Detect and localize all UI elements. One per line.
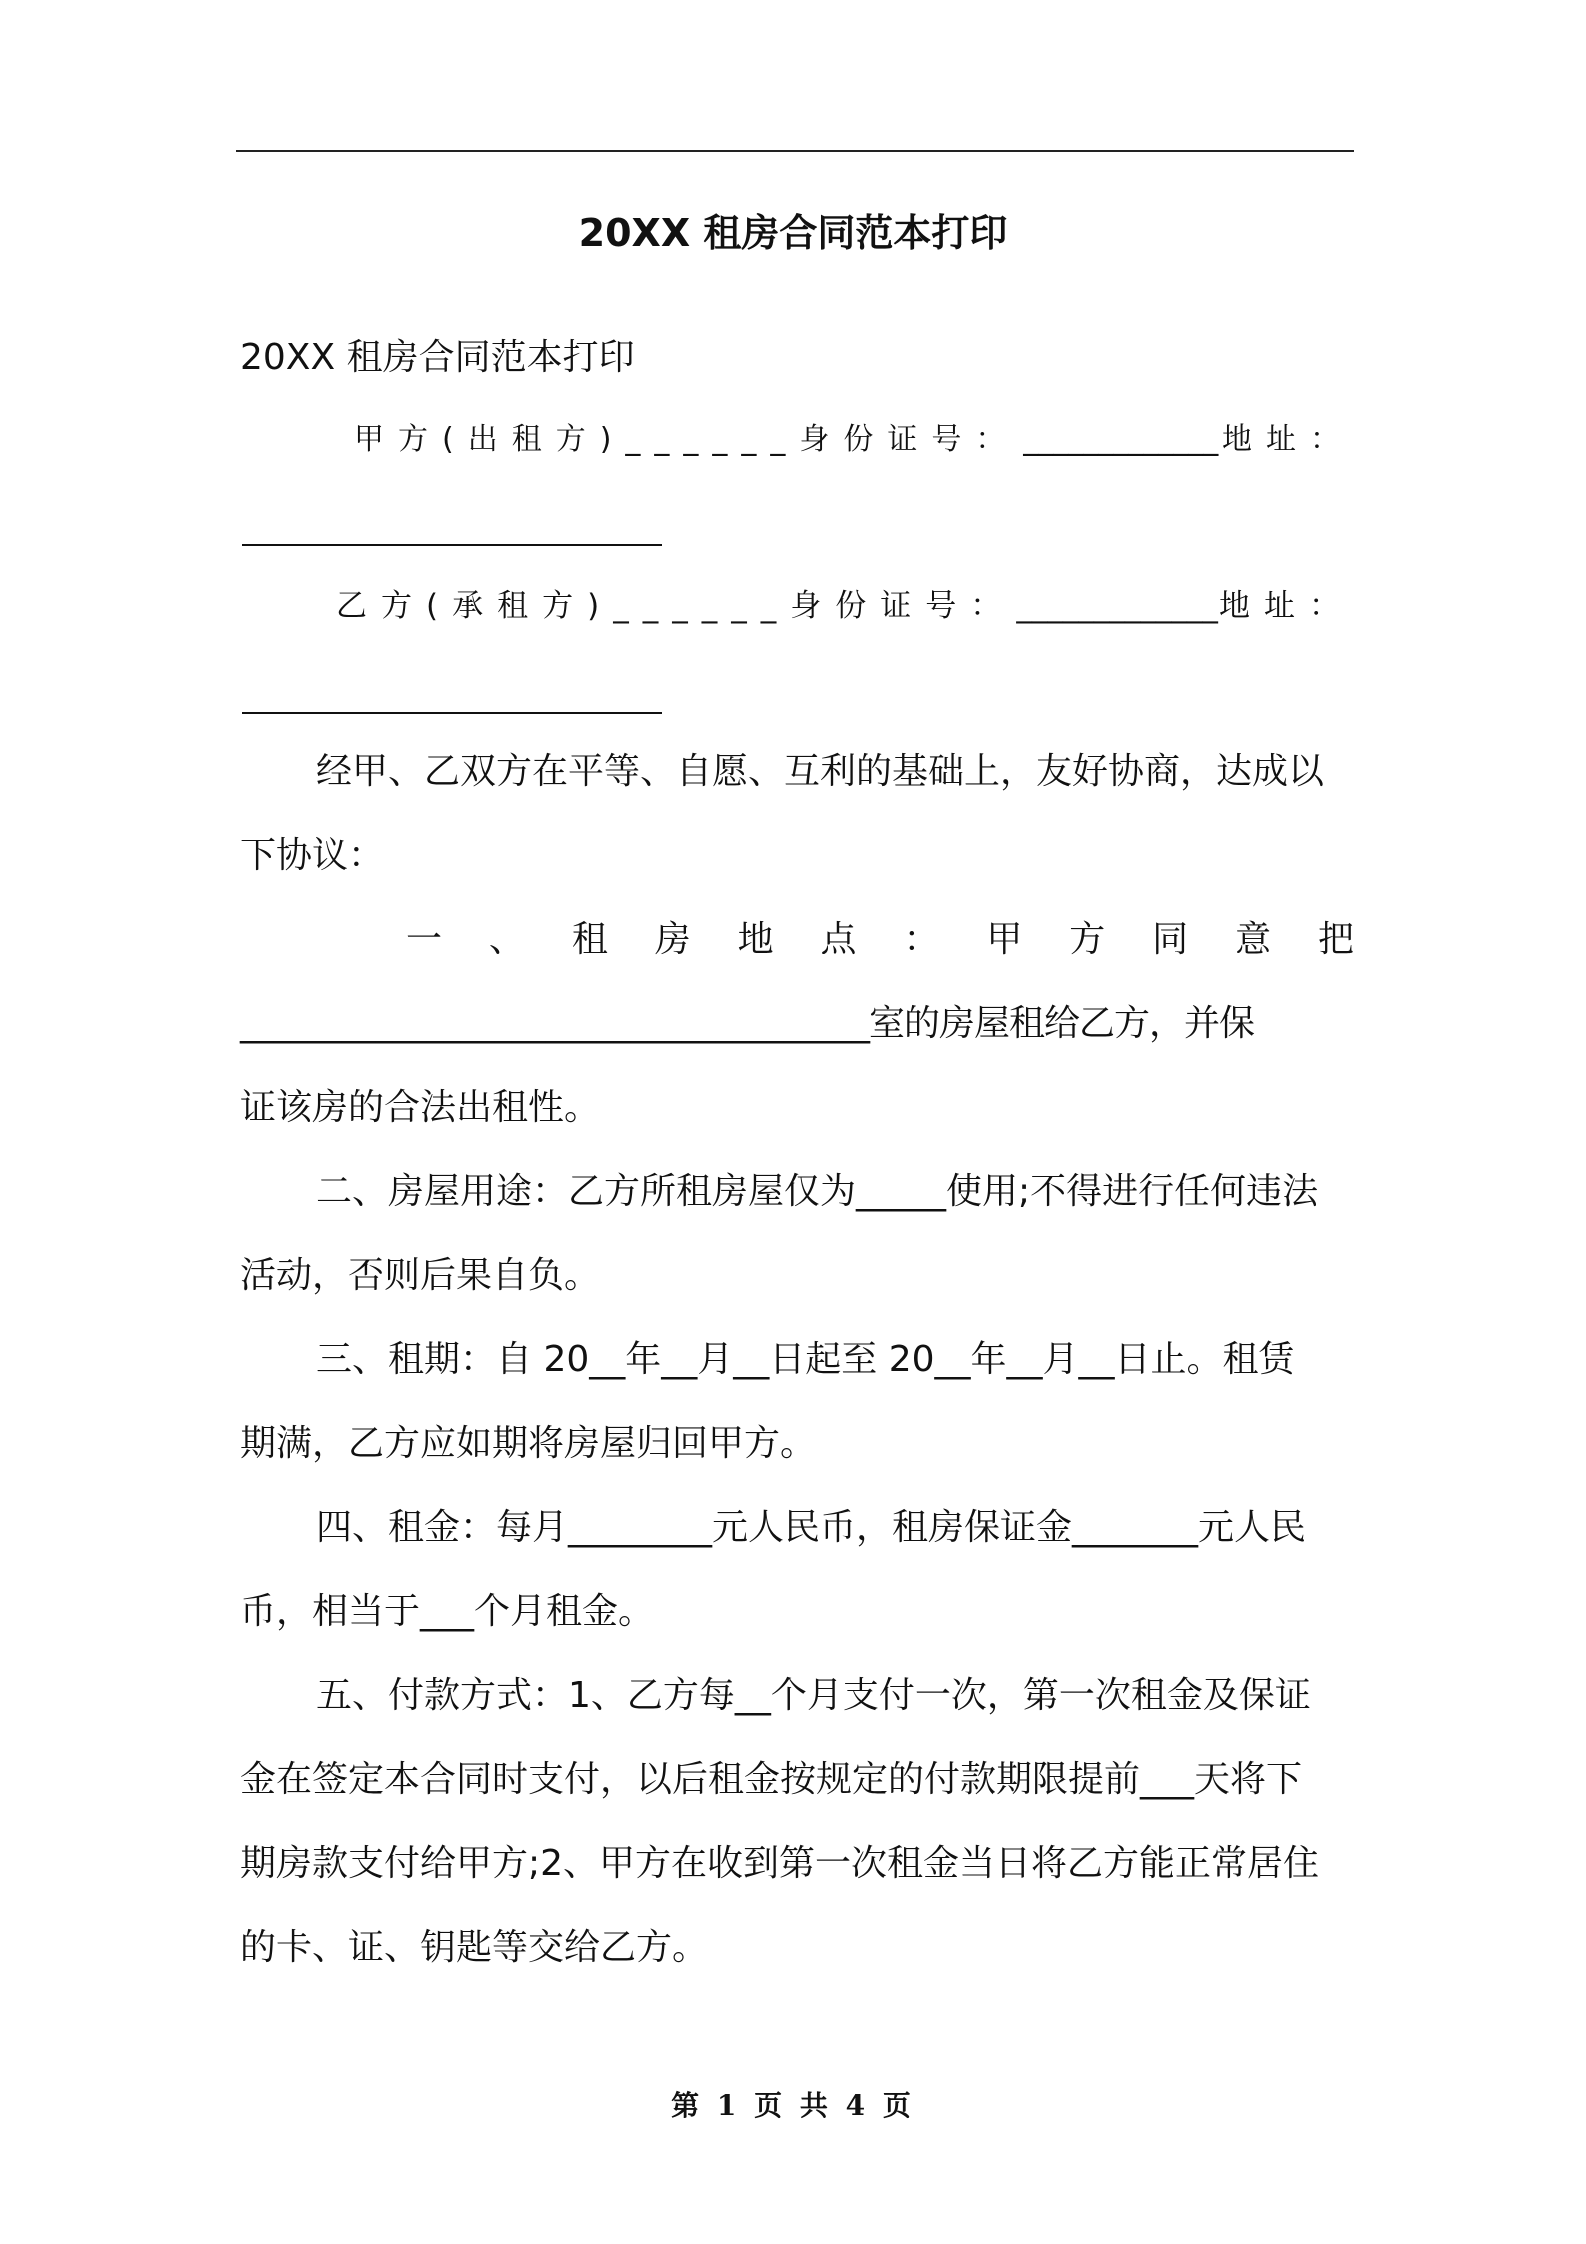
intro-line-1: 经甲、乙双方在平等、自愿、互利的基础上，友好协商，达成以 [316,751,1325,792]
clause-1-line-1 [406,910,1354,970]
party-a-id-blank: _____________ [1023,422,1219,457]
page-number-footer: 第 1 页 共 4 页 [671,2089,915,2122]
clause-1-word: 、 [488,919,525,960]
party-b-id-blank: _____________ [1016,588,1218,624]
clause-1-word: 地 [737,919,774,960]
clause-1-line-2-text: _____________________________________室的房屋租给乙方，并保 [240,1003,1255,1044]
clause-5-line-3: 期房款支付给甲方;2、甲方在收到第一次租金当日将乙方能正常居住 [240,1843,1320,1884]
clause-1-line-3: 证该房的合法出租性。 [240,1087,601,1128]
clause-2-line-2: 活动，否则后果自负。 [240,1255,601,1296]
party-b-address-label: 地址： [1219,588,1354,624]
clause-5-line-1: 五、付款方式：1、乙方每__个月支付一次，第一次租金及保证 [316,1675,1311,1716]
clause-1-word: 同 [1152,919,1189,960]
clause-1-word: 房 [654,919,691,960]
document-title: 20XX 租房合同范本打印 [578,211,1008,255]
clause-4-line-1: 四、租金：每月________元人民币，租房保证金_______元人民 [316,1507,1307,1548]
clause-1-word: 意 [1235,919,1272,960]
clause-5-line-4: 的卡、证、钥匙等交给乙方。 [240,1927,709,1968]
party-a-address-label: 地址： [1221,422,1354,457]
clause-1-word: 甲 [986,919,1023,960]
party-b-line [336,576,1354,636]
party-a-address-blank [242,544,662,546]
clause-3-line-1: 三、租期：自 20__年__月__日起至 20__年__月__日止。租赁 [316,1339,1295,1380]
clause-3-line-2: 期满，乙方应如期将房屋归回甲方。 [240,1423,817,1464]
clause-4-line-2: 币，相当于___个月租金。 [240,1591,655,1632]
clause-1-word: 方 [1069,919,1106,960]
clause-5-line-2: 金在签定本合同时支付，以后租金按规定的付款期限提前___天将下 [240,1759,1303,1800]
party-b-label: 乙方(承租方)______身份证号： [336,588,1016,624]
party-b-address-blank [242,712,662,714]
party-a-label: 甲方(出租方)______身份证号： [354,422,1020,457]
clause-1-word: 一 [406,919,443,960]
intro-line-2: 下协议： [240,835,385,876]
clause-2-line-1: 二、房屋用途：乙方所租房屋仅为_____使用;不得进行任何违法 [316,1171,1319,1212]
clause-1-word: 租 [571,919,608,960]
subtitle: 20XX 租房合同范本打印 [240,337,635,378]
clause-1-word: ： [903,919,940,960]
clause-1-word: 把 [1317,919,1354,960]
party-a-line [354,410,1354,470]
clause-1-line-2 [240,994,1354,1054]
header-rule [236,150,1354,152]
clause-1-word: 点 [820,919,857,960]
